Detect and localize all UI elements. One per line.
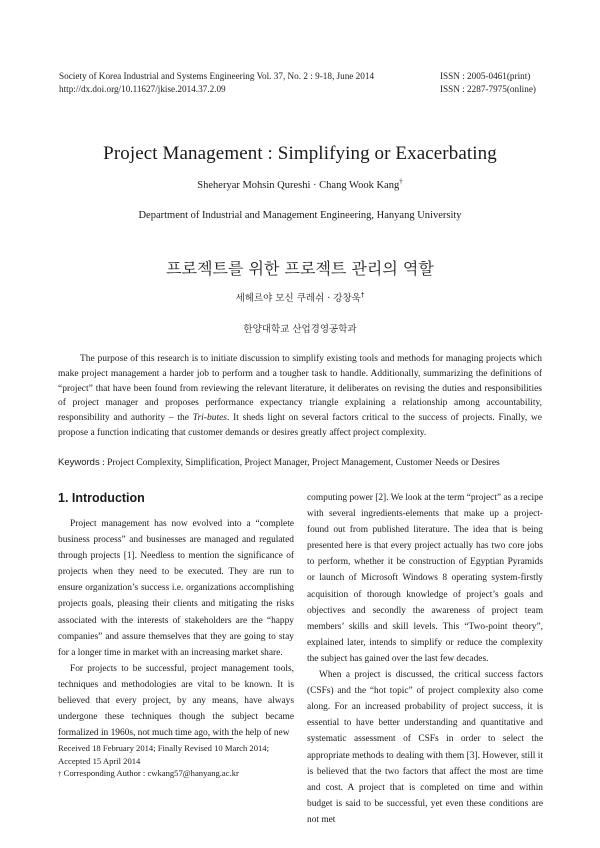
dagger-mark: † bbox=[58, 770, 62, 779]
korean-author-line bbox=[0, 290, 600, 304]
corresponding-mark: † bbox=[399, 177, 403, 186]
paragraph: computing power [2]. We look at the term “project” as a recipe with several ingredients-elements that make up a project-found out from published literature. The idea that is being presented here is that every project actually has two core jobs to perform, whether it be construction of Egyptian Pyramids or launch of Microsoft Windows 8 operating system-firstly acquisition of thorough knowledge of project’s goals and objectives and secondly the awareness of project team members’ skills and skill levels. This “Two-point theory”, explained later, intends to simplify or reduce the complexity the subject has gained over the last few decades. bbox=[307, 493, 543, 664]
footnote-divider bbox=[58, 738, 233, 739]
author-line bbox=[0, 177, 600, 191]
korean-title: 프로젝트를 위한 프로젝트 관리의 역할 bbox=[166, 259, 434, 278]
keywords-separator: : bbox=[99, 458, 108, 468]
issn-print: ISSN : 2005-0461(print) bbox=[440, 71, 531, 81]
korean-author-names: 세헤르야 모신 쿠레쉬 · 강창욱 bbox=[235, 293, 361, 304]
paragraph: Project management has now evolved into a “complete business process” and businesses are managed and regulated through projects [1]. Needless to mention the significance of projects when they need to be executed. They are run to ensure organization’s success i.e. organizations accomplishing projects goals, pleasing their clients and mitigating the risks associated with the interests of stakeholders are the “happy companies” and assure themselves that they are going to stay for a longer time in market with an increasing market share. bbox=[58, 519, 294, 658]
accepted-date: Accepted 15 April 2014 bbox=[58, 755, 141, 766]
korean-affiliation: 한양대학교 산업경영공학과 bbox=[243, 324, 357, 335]
journal-citation: Society of Korea Industrial and Systems Engineering Vol. 37, No. 2 : 9-18, June 2014 bbox=[59, 71, 375, 81]
corresponding-author bbox=[58, 767, 298, 781]
keywords-label: Keywords bbox=[58, 457, 100, 468]
received-date: Received 18 February 2014; Finally Revised 10 March 2014; bbox=[58, 743, 269, 753]
keywords-list: Project Complexity, Simplification, Project Manager, Project Management, Customer Needs or Desires bbox=[107, 458, 500, 468]
doi-link[interactable]: http://dx.doi.org/10.11627/jkise.2014.37.2.09 bbox=[59, 83, 226, 94]
author-names: Sheheryar Mohsin Qureshi · Chang Wook Kang bbox=[197, 180, 400, 191]
corresponding-author-text: Corresponding Author : cwkang57@hanyang.ac.kr bbox=[63, 768, 239, 779]
section-heading-introduction: 1. Introduction bbox=[58, 491, 145, 505]
keywords bbox=[58, 456, 542, 470]
paper-title: Project Management : Simplifying or Exacerbating bbox=[103, 143, 497, 164]
footnotes bbox=[58, 742, 298, 781]
affiliation: Department of Industrial and Management Engineering, Hanyang University bbox=[138, 210, 462, 221]
issn-block bbox=[440, 70, 570, 95]
korean-corresponding-mark: † bbox=[360, 290, 365, 299]
paragraph: For projects to be successful, project management tools, techniques and methodologies are vital to be known. It is believed that every project, by any means, have always undergone these techniques though the subject became formalized in 1960s, not much time ago, with the help of new bbox=[58, 663, 294, 739]
abstract bbox=[58, 352, 542, 441]
abstract-text-1: The purpose of this research is to initiate discussion to simplify existing tools and methods for managing projects which make project management a harder job to perform and a tougher task to handle. Additionally, summarizing the definitions of “project” that have been found from reviewing the relevant literature, it deliberates on revising the duties and responsibilities of project manager and proposes performance expectancy triangle explaining a relationship among accountability, responsibility and authority – the bbox=[58, 354, 542, 424]
body-column-right bbox=[307, 490, 543, 828]
paragraph: When a project is discussed, the critical success factors (CSFs) and the “hot topic” of project complexity also come along. For an increased probability of project success, it is essential to have better understanding and quantitative and systematic assessment of CSFs in order to select the appropriate methods to dealing with them [3]. However, still it is believed that the two factors that affect the most are time and cost. A project that is completed on time and within budget is said to be successful, yet even these conditions are not met bbox=[307, 670, 543, 825]
abstract-text-2: . It sheds light on several factors critical to the success of projects. Finally, we propose a function indicating that customer demands or desires greatly affect project complexity. bbox=[58, 413, 542, 438]
issn-online: ISSN : 2287-7975(online) bbox=[440, 83, 536, 94]
abstract-italic-term: Tri-butes bbox=[192, 413, 227, 424]
journal-header bbox=[59, 70, 429, 95]
body-column-left bbox=[58, 516, 294, 741]
